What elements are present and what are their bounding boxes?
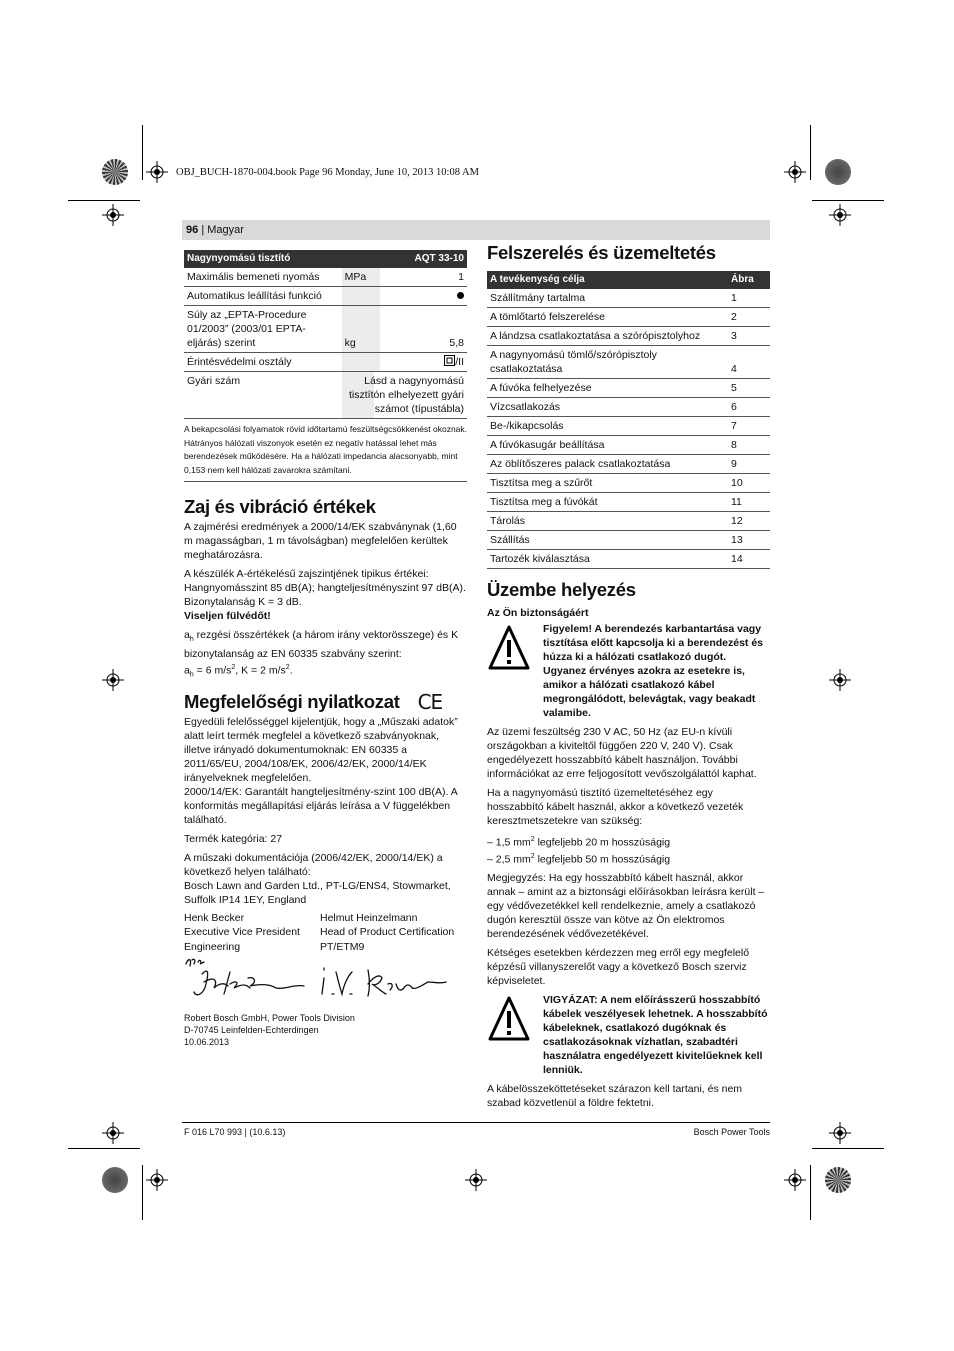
- symbol-a: a: [184, 629, 190, 641]
- noise-heading: Zaj és vibráció értékek: [184, 496, 376, 517]
- signer-name: Henk Becker: [184, 911, 245, 924]
- product-category: Termék kategória: 27: [184, 832, 283, 845]
- spec-unit: kg: [342, 306, 380, 353]
- signers: [184, 911, 467, 955]
- table-row: [487, 327, 770, 346]
- left-column: [184, 250, 467, 1048]
- conformity-heading: Megfelelőségi nyilatkozat: [184, 690, 400, 712]
- table-row: [184, 372, 467, 419]
- table-row: [487, 493, 770, 512]
- conformity-address: Bosch Lawn and Garden Ltd., PT-LG/ENS4, Stowmarket, Suffolk IP14 1EY, England: [184, 879, 451, 906]
- warning-text: VIGYÁZAT: A nem előírásszerű hosszabbító kábelek veszélyesek lehetnek. A hosszabbító kábeleknek, csatlakozó dugóknak és csatlakozásoknak vízhatlan, szabadtéri használatra engedélyezett kivitelűeknek kell lenniük.: [543, 994, 768, 1076]
- figure-cell: 8: [728, 436, 770, 455]
- vibration-text: rezgési összértékek (a három irány vektorösszege) és K bizonytalanság az EN 60335 szabvány szerint:: [184, 629, 459, 661]
- table-row: [184, 268, 467, 287]
- table-row: [487, 346, 770, 379]
- signer-2: [320, 911, 467, 955]
- cable-paragraph: Ha a nagynyomású tisztító üzemeltetéséhez egy hosszabbító kábelt használ, akkor a következő vezeték keresztmetszetekre van szükség:: [487, 787, 744, 827]
- task-cell: A nagynyomású tömlő/szórópisztoly csatlakoztatása: [487, 346, 728, 379]
- conformity-paragraph: 2000/14/EK: Garantált hangteljesítmény-szint 100 dB(A). A konformitás megállapítási eljárás leírása a V függelékben található.: [184, 785, 458, 826]
- declaration-date: 10.06.2013: [184, 1037, 230, 1048]
- spec-table: [184, 250, 467, 419]
- figure-cell: 7: [728, 417, 770, 436]
- ear-protection-warning: Viseljen fülvédőt!: [184, 610, 271, 622]
- task-cell: Tisztítsa meg a szűrőt: [487, 474, 728, 493]
- spec-header-right: AQT 33-10: [380, 250, 467, 268]
- signer-1: [184, 911, 320, 955]
- table-row: [487, 379, 770, 398]
- table-row: [487, 398, 770, 417]
- task-cell: Az öblítőszeres palack csatlakoztatása: [487, 455, 728, 474]
- conformity-paragraph: A műszaki dokumentációja (2006/42/EK, 2000/14/EK) a következő helyen található:: [184, 851, 443, 878]
- signer-dept: Engineering: [184, 940, 241, 953]
- vibration-paragraph: [184, 628, 467, 661]
- noise-paragraph: A zajmérési eredmények a 2000/14/EK szabványnak (1,60 m magasságban, 1 m távolságban) megfelelően kerültek meghatározásra.: [184, 521, 457, 561]
- task-cell: Be-/kikapcsolás: [487, 417, 728, 436]
- value-text: , K = 2 m/s: [235, 664, 286, 677]
- task-cell: A fúvóka felhelyezése: [487, 379, 728, 398]
- warning-block: [487, 622, 770, 720]
- protection-class: /II: [455, 356, 464, 368]
- footer-doc-id: F 016 L70 993 | (10.6.13): [184, 1127, 286, 1137]
- company-block: [184, 1012, 467, 1048]
- footer-brand: Bosch Power Tools: [693, 1127, 770, 1137]
- table-row: [184, 306, 467, 353]
- table-row: [487, 512, 770, 531]
- figure-cell: 2: [728, 308, 770, 327]
- table-row: [487, 455, 770, 474]
- figure-cell: 14: [728, 550, 770, 569]
- spec-label: Gyári szám: [184, 372, 342, 419]
- warning-triangle-icon: [487, 624, 531, 672]
- figure-cell: 1: [728, 289, 770, 308]
- figure-cell: 3: [728, 327, 770, 346]
- spec-value: [380, 353, 467, 372]
- conformity-heading-row: [184, 689, 467, 714]
- signer-title: Executive Vice President: [184, 926, 300, 939]
- spec-label: Súly az „EPTA-Procedure 01/2003” (2003/01 EPTA-eljárás) szerint: [184, 306, 342, 353]
- spec-label: Automatikus leállítási funkció: [184, 287, 342, 306]
- ce-mark-icon: CE: [417, 689, 443, 714]
- warning-text: Figyelem! A berendezés karbantartása vagy tisztítása előtt kapcsolja ki a berendezést és húzza ki a hálózati csatlakozó dugót. Ugyanez érvényes azokra az esetekre is, amikor a hálózati csatlakozó kábel megrongálódott, belevágtak, vagy beakadt valamibe.: [543, 623, 764, 719]
- warning-block: [487, 993, 770, 1077]
- spec-label: Érintésvédelmi osztály: [184, 353, 342, 372]
- company-address: D-70745 Leinfelden-Echterdingen: [184, 1025, 319, 1036]
- superscript: 2: [530, 836, 535, 843]
- table-row: [487, 417, 770, 436]
- figure-col-task: A tevékenység célja: [487, 271, 728, 289]
- table-row: [487, 289, 770, 308]
- spec-value: 1: [380, 268, 467, 287]
- company-name: Robert Bosch GmbH, Power Tools Division: [184, 1013, 355, 1024]
- figure-col-fig: Ábra: [728, 271, 770, 289]
- table-row: [487, 550, 770, 569]
- list-item: [487, 833, 770, 850]
- page-number: 96: [186, 224, 199, 236]
- spec-value: [380, 287, 467, 306]
- note-paragraph: Megjegyzés: Ha egy hosszabbító kábelt használ, akkor annak – amint az a biztonsági előírásokban leírásra került – egy védővezetékkel kell rendelkeznie, amely a csatlakozó dugón keresztül össze van kötve az Ön elektromos berendezésének védővezetékével.: [487, 872, 765, 940]
- signer-name: Helmut Heinzelmann: [320, 911, 418, 924]
- subscript: h: [189, 636, 194, 644]
- bullet-dot-icon: [457, 292, 464, 299]
- superscript: 2: [285, 664, 290, 672]
- list-item: [487, 850, 770, 867]
- signer-dept: PT/ETM9: [320, 940, 365, 953]
- figure-cell: 11: [728, 493, 770, 512]
- table-row: [487, 531, 770, 550]
- assembly-heading: Felszerelés és üzemeltetés: [487, 242, 716, 263]
- right-column: [487, 242, 770, 1110]
- task-cell: A fúvókasugár beállítása: [487, 436, 728, 455]
- double-insulation-icon: [444, 355, 455, 366]
- spec-label: Maximális bemeneti nyomás: [184, 268, 342, 287]
- task-cell: Tartozék kiválasztása: [487, 550, 728, 569]
- figure-cell: 6: [728, 398, 770, 417]
- list-text: legfeljebb 50 m hosszúságig: [534, 853, 671, 865]
- service-paragraph: Kétséges esetekben kérdezzen meg erről egy megfelelő képzésű villanyszerelőt vagy a következő Bosch szerviz képviseletet.: [487, 947, 750, 987]
- print-header: OBJ_BUCH-1870-004.book Page 96 Monday, June 10, 2013 10:08 AM: [176, 167, 479, 178]
- cable-dry-paragraph: A kábelösszeköttetéseket szárazon kell tartani, és nem szabad közvetlenül a földre fektetni.: [487, 1083, 743, 1109]
- spec-unit: [342, 287, 380, 306]
- warning-triangle-icon: [487, 995, 531, 1043]
- conformity-paragraph: Egyedüli felelősséggel kijelentjük, hogy a „Műszaki adatok” alatt leírt termék megfelel a következő szabványoknak, illetve irányadó dokumentumoknak: EN 60335 a 2011/65/EU, 2004/108/EK, 2006/42/EK, 2000/14/EK irányelveknek megfelelően.: [184, 715, 458, 784]
- figure-cell: 12: [728, 512, 770, 531]
- footer-rule: [182, 1122, 770, 1123]
- spec-value: Lásd a nagynyomású tisztítón elhelyezett gyári számot (típustábla): [342, 372, 467, 419]
- signer-title: Head of Product Certification: [320, 926, 455, 939]
- figure-cell: 10: [728, 474, 770, 493]
- figure-cell: 13: [728, 531, 770, 550]
- table-row: [487, 436, 770, 455]
- value-text: = 6 m/s: [193, 664, 232, 677]
- handwritten-signatures: [184, 954, 467, 1008]
- table-row: [184, 287, 467, 306]
- value-text: .: [289, 664, 293, 677]
- table-row: [487, 474, 770, 493]
- superscript: 2: [530, 852, 535, 860]
- task-cell: A lándzsa csatlakoztatása a szórópisztolyhoz: [487, 327, 728, 346]
- task-cell: Szállítás: [487, 531, 728, 550]
- page-language: Magyar: [207, 224, 244, 236]
- symbol-a: a: [184, 664, 190, 677]
- vibration-values: [184, 661, 467, 683]
- list-text: legfeljebb 20 m hosszúságig: [534, 836, 671, 849]
- task-cell: Szállítmány tartalma: [487, 289, 728, 308]
- header-separator: |: [201, 224, 205, 236]
- task-cell: Vízcsatlakozás: [487, 398, 728, 417]
- figure-cell: 9: [728, 455, 770, 474]
- spec-footnote: A bekapcsolási folyamatok rövid időtartamú feszültségcsökkenést okoznak. Hátrányos hálózati viszonyok esetén ez negatív hatással lehet más berendezések működésére. Ha a hálózati impedancia alacsonyabb, mint 0,153 nem kell hálózati zavarokra számítani.: [184, 423, 467, 482]
- voltage-paragraph: Az üzemi feszültség 230 V AC, 50 Hz (az EU-n kívüli országokban a kiviteltől függően 220 V, 240 V). Csak engedélyezett hosszabbító kábelt használjon. További információkat az erre feljogosított vevőszolgálattól kaphat.: [487, 726, 757, 780]
- subscript: h: [189, 671, 194, 679]
- task-cell: A tömlőtartó felszerelése: [487, 308, 728, 327]
- spec-unit: [342, 353, 380, 372]
- figure-cell: 4: [728, 346, 770, 379]
- superscript: 2: [231, 664, 236, 672]
- safety-subheading: Az Ön biztonságáért: [487, 607, 589, 619]
- task-cell: Tárolás: [487, 512, 728, 531]
- noise-paragraph: A készülék A-értékelésű zajszintjének tipikus értékei: Hangnyomásszint 85 dB(A); hangteljesítményszint 97 dB(A). Bizonytalanság K = 3 dB.: [184, 568, 466, 608]
- spec-header-left: Nagynyomású tisztító: [184, 250, 380, 268]
- figure-cell: 5: [728, 379, 770, 398]
- figure-table: [487, 271, 770, 569]
- table-row: [184, 353, 467, 372]
- list-text: – 1,5 mm: [487, 836, 531, 849]
- list-text: – 2,5 mm: [487, 853, 531, 865]
- task-cell: Tisztítsa meg a fúvókát: [487, 493, 728, 512]
- spec-unit: MPa: [342, 268, 380, 287]
- page-header-bar: [182, 220, 770, 240]
- startup-heading: Üzembe helyezés: [487, 579, 636, 600]
- table-row: [487, 308, 770, 327]
- spec-value: 5,8: [380, 306, 467, 353]
